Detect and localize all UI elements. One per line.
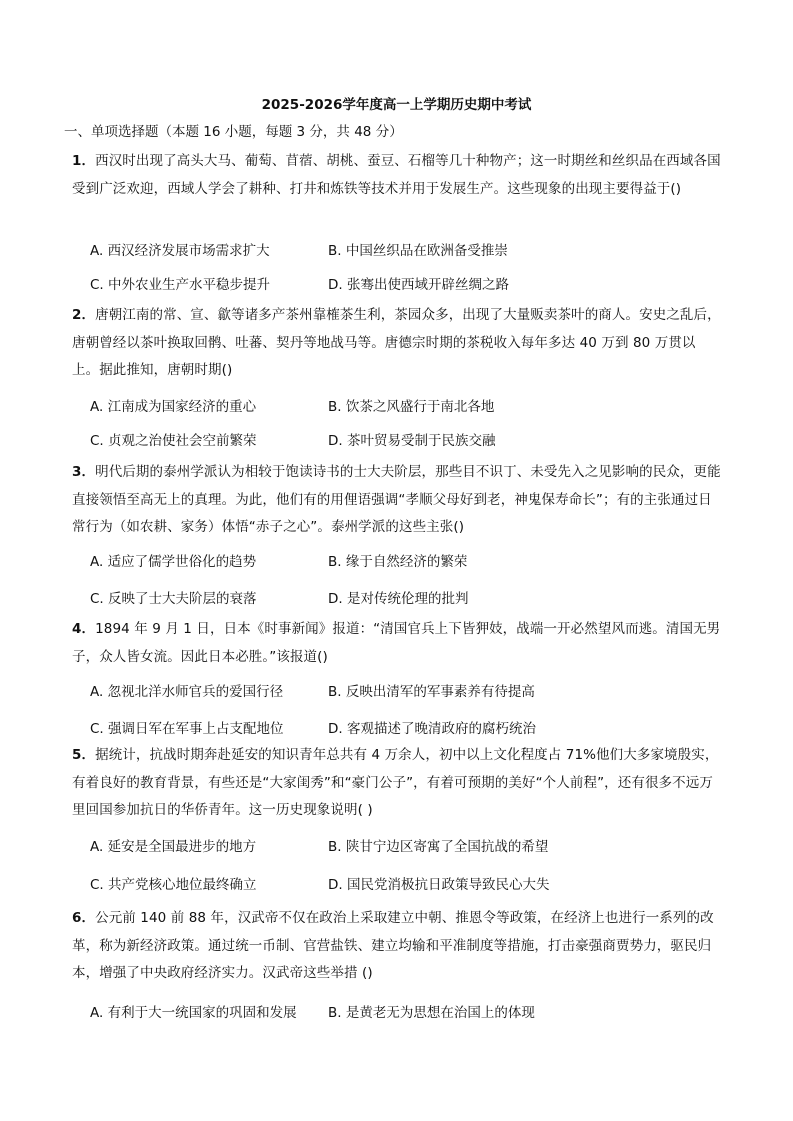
question-6-option-b[interactable]: B. 是黄老无为思想在治国上的体现 xyxy=(328,1005,535,1021)
question-number: 6． xyxy=(72,910,96,926)
question-text: 公元前 140 前 88 年，汉武帝不仅在政治上采取建立中朝、推恩令等政策，在经济上也进行一系列的改革，称为新经济政策。通过统一币制、官营盐铁、建立均输和平准制度等措施，打击豪强商贾势力，驱民归本，增强了中央政府经济实力。汉武帝这些举措 () xyxy=(72,910,714,981)
question-text: 西汉时出现了高头大马、葡萄、苜蓿、胡桃、蚕豆、石榴等几十种物产；这一时期丝和丝织品在西域各国受到广泛欢迎，西域人学会了耕种、打井和炼铁等技术并用于发展生产。这些现象的出现主要得益于() xyxy=(72,153,721,197)
exam-title: 2025-2026学年度高一上学期历史期中考试 xyxy=(261,97,532,113)
question-text: 明代后期的泰州学派认为相较于饱读诗书的士大夫阶层，那些目不识丁、未受先入之见影响的民众，更能直接领悟至高无上的真理。为此，他们有的用俚语强调“孝顺父母好到老，神鬼保寿命长”；有的主张通过日常行为（如农耕、家务）体悟“赤子之心”。泰州学派的这些主张() xyxy=(72,464,721,535)
question-2-option-b[interactable]: B. 饮茶之风盛行于南北各地 xyxy=(328,399,495,415)
question-number: 4． xyxy=(72,621,96,637)
question-number: 2． xyxy=(72,307,96,323)
question-4-option-b[interactable]: B. 反映出清军的军事素养有待提高 xyxy=(328,684,535,700)
question-2-option-d[interactable]: D. 茶叶贸易受制于民族交融 xyxy=(328,433,496,449)
question-5-option-d[interactable]: D. 国民党消极抗日政策导致民心大失 xyxy=(328,877,550,893)
question-5-option-a[interactable]: A. 延安是全国最进步的地方 xyxy=(90,839,257,855)
question-5-stem xyxy=(72,742,722,825)
question-2-option-a[interactable]: A. 江南成为国家经济的重心 xyxy=(90,399,257,415)
question-1-option-c[interactable]: C. 中外农业生产水平稳步提升 xyxy=(90,277,271,293)
question-1-option-a[interactable]: A. 西汉经济发展市场需求扩大 xyxy=(90,243,270,259)
question-4-option-c[interactable]: C. 强调日军在军事上占支配地位 xyxy=(90,721,284,737)
question-text: 据统计，抗战时期奔赴延安的知识青年总共有 4 万余人，初中以上文化程度占 71%他们大多家境殷实，有着良好的教育背景，有些还是“大家闺秀”和“豪门公子”，有着可预期的美好“个人前程”，还有很多不远万里回国参加抗日的华侨青年。这一历史现象说明( ) xyxy=(72,747,719,818)
question-4-option-a[interactable]: A. 忽视北洋水师官兵的爱国行径 xyxy=(90,684,284,700)
question-2-stem xyxy=(72,302,722,385)
question-4-stem xyxy=(72,616,722,671)
question-3-option-c[interactable]: C. 反映了士大夫阶层的衰落 xyxy=(90,591,257,607)
question-4-option-d[interactable]: D. 客观描述了晚清政府的腐朽统治 xyxy=(328,721,536,737)
question-1-option-b[interactable]: B. 中国丝织品在欧洲备受推崇 xyxy=(328,243,508,259)
question-number: 3． xyxy=(72,464,96,480)
question-text: 1894 年 9 月 1 日，日本《时事新闻》报道：“清国官兵上下皆狎妓，战端一开必然望风而逃。清国无男子，众人皆女流。因此日本必胜。”该报道() xyxy=(72,621,721,665)
question-6-stem xyxy=(72,905,722,988)
question-number: 1． xyxy=(72,153,96,169)
question-1-stem xyxy=(72,148,722,203)
question-1-option-d[interactable]: D. 张骞出使西域开辟丝绸之路 xyxy=(328,277,509,293)
question-number: 5． xyxy=(72,747,96,763)
question-3-option-d[interactable]: D. 是对传统伦理的批判 xyxy=(328,591,469,607)
question-5-option-b[interactable]: B. 陕甘宁边区寄寓了全国抗战的希望 xyxy=(328,839,549,855)
question-5-option-c[interactable]: C. 共产党核心地位最终确立 xyxy=(90,877,257,893)
question-text: 唐朝江南的常、宣、歙等诸多产茶州靠榷茶生利，茶园众多，出现了大量贩卖茶叶的商人。安史之乱后，唐朝曾经以茶叶换取回鹘、吐蕃、契丹等地战马等。唐德宗时期的茶税收入每年多达 40 万到 80 万贯以上。据此推知，唐朝时期() xyxy=(72,307,721,378)
question-3-stem xyxy=(72,459,722,542)
question-6-option-a[interactable]: A. 有利于大一统国家的巩固和发展 xyxy=(90,1005,297,1021)
section-heading: 一、单项选择题（本题 16 小题，每题 3 分，共 48 分） xyxy=(64,124,403,140)
question-3-option-a[interactable]: A. 适应了儒学世俗化的趋势 xyxy=(90,554,257,570)
question-3-option-b[interactable]: B. 缘于自然经济的繁荣 xyxy=(328,554,468,570)
question-2-option-c[interactable]: C. 贞观之治使社会空前繁荣 xyxy=(90,433,257,449)
